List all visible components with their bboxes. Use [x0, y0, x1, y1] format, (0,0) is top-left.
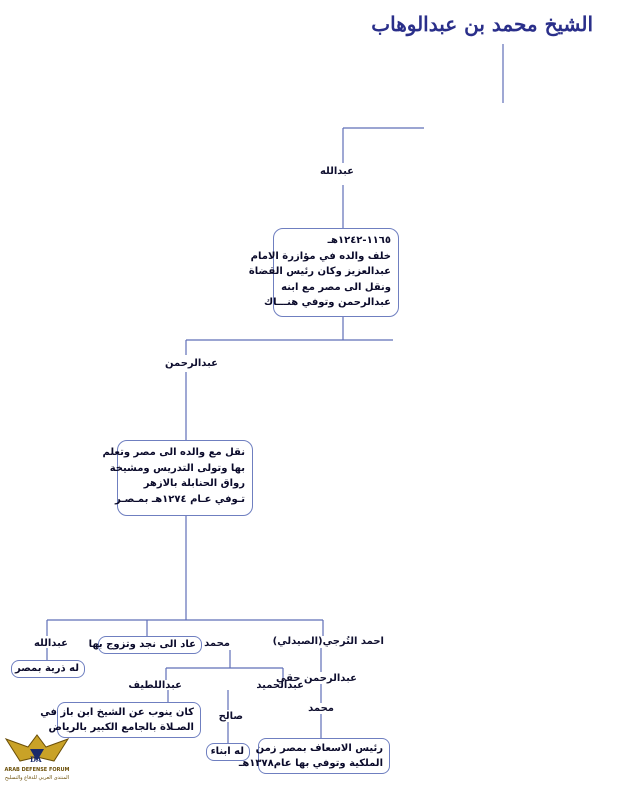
forum-logo — [4, 731, 70, 785]
logo-text-en: ARAB DEFENSE FORUM — [4, 767, 70, 773]
node-abdullah2-box — [11, 660, 85, 678]
node-abdulrahman-haqqi-name: عبدالرحمن حقي — [275, 673, 357, 684]
bio-line: خلف والده في مؤازرة الامام — [250, 250, 391, 262]
node-abdulrahman-bio-box — [102, 440, 253, 516]
node-ahmad-name: احمد التُرجي(الصيدلي) — [272, 636, 384, 647]
bio-line: عبدالعزيز وكان رئيس القضاة — [248, 266, 391, 277]
node-abdulrahman-name: عبدالرحمن — [164, 358, 218, 369]
node-muhammad2-name: محمد — [308, 703, 334, 714]
logo-text-ar: المنتدى العربي للدفاع والتسليح — [4, 775, 70, 781]
node-abdullatif-box — [40, 702, 201, 738]
node-muhammad-box — [88, 636, 202, 654]
bio-line: ونقل الى مصر مع ابنه — [281, 281, 391, 293]
node-abdulhamid-name: عبدالحميد — [256, 680, 304, 691]
bio-line: كان ينوب عن الشيخ ابن باز في — [40, 707, 194, 718]
logo-monogram: DA — [30, 755, 42, 764]
node-abdullatif-name: عبداللطيف — [128, 680, 182, 691]
bio-line: الملكية وتوفي بها عام١٣٧٨هـ — [238, 758, 383, 769]
bio-line: عبدالرحمن وتوفي هنـــاك — [263, 297, 391, 308]
bio-line: بها وتولى التدريس ومشيخة — [109, 462, 245, 474]
bio-line: نقل مع والده الى مصر وتعلم — [102, 447, 245, 458]
bio-line: رواق الحنابلة بالازهر — [143, 478, 245, 489]
node-note: عاد الى نجد وتزوج بها — [88, 639, 196, 650]
node-salih-name: صالح — [218, 711, 243, 722]
node-note: له ابناء — [210, 746, 244, 757]
bio-line: ١١٦٥-١٢٤٢هـ — [327, 235, 391, 246]
bio-line: تـوفي عـام ١٢٧٤هـ بمـصـر — [114, 493, 245, 505]
node-abdullah-name: عبدالله — [319, 166, 354, 177]
node-muhammad2-box — [238, 738, 390, 774]
node-note: له ذرية بمصر — [14, 663, 79, 674]
bio-line: الصـلاة بالجامع الكبير بالرياض — [48, 722, 194, 733]
bio-line: رئيس الاسعاف بمصر زمن — [255, 743, 383, 754]
node-abdullah-bio-box — [248, 228, 399, 317]
page-title: الشيخ محمد بن عبدالوهاب — [371, 12, 593, 36]
node-muhammad-name: محمد — [204, 638, 230, 649]
node-abdullah2-name: عبدالله — [33, 638, 68, 649]
